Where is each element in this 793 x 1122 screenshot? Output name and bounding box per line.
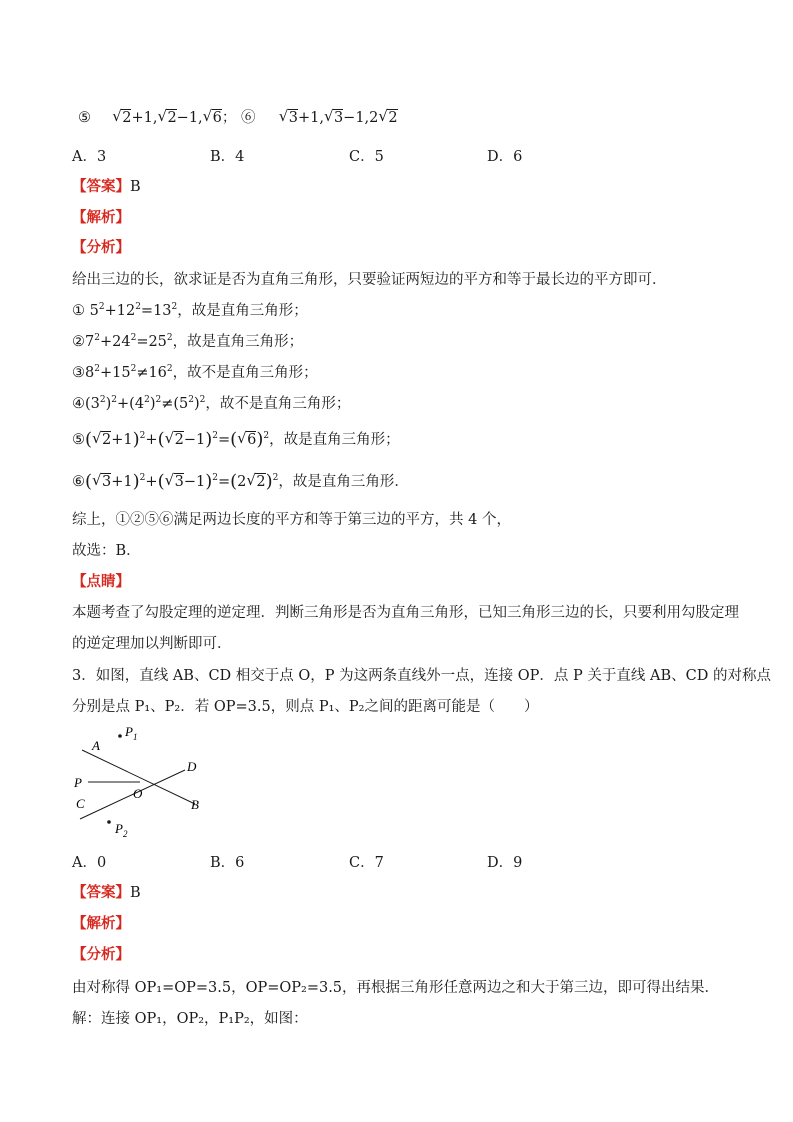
label-p1: $P_1$ xyxy=(125,724,138,742)
q2-line-3: $③8^2+15^2\ne 16^2$，故不是直角三角形； xyxy=(72,364,318,381)
expr-part: +1, xyxy=(131,110,158,126)
top-expression-line xyxy=(78,106,398,127)
label-o: O xyxy=(133,786,143,801)
expr-part: +1, xyxy=(297,110,324,126)
point-p2 xyxy=(107,820,111,824)
q2-option-d: D．6 xyxy=(487,149,523,165)
q2-option-b: B．4 xyxy=(210,149,245,165)
sqrt-2b: √ 2 xyxy=(158,110,176,126)
q3-reason: 由对称得 OP₁=OP=3.5，OP=OP₂=3.5，再根据三角形任意两边之和大于第三边，即可得出结果． xyxy=(72,980,720,996)
label-a: A xyxy=(92,738,100,753)
q3-option-a: A．0 xyxy=(72,855,107,871)
q3-geometry-figure xyxy=(70,720,220,845)
label-p2: $P_2$ xyxy=(115,821,128,839)
circle-five-marker: ⑤ xyxy=(78,110,91,126)
q3-answer xyxy=(72,881,141,902)
sqrt-2c: √ 2 xyxy=(379,110,397,126)
q2-answer xyxy=(72,175,141,196)
q3-solution: 解：连接 OP₁，OP₂，P₁P₂，如图： xyxy=(72,1011,308,1027)
sqrt-3b: √ 3 xyxy=(325,110,343,126)
q3-option-d: D．9 xyxy=(487,855,523,871)
sqrt-6: √ 6 xyxy=(204,110,222,126)
answer-value: B xyxy=(130,885,141,901)
q2-fenxi-tag: 【分析】 xyxy=(72,239,130,256)
sqrt-2: √ 2 xyxy=(113,110,131,126)
expr-part: −1,2 xyxy=(343,110,379,126)
label-b: B xyxy=(191,797,199,812)
sqrt-3: √ 3 xyxy=(280,110,298,126)
q3-fenxi-tag: 【分析】 xyxy=(72,946,130,963)
q2-note-1: 本题考查了勾股定理的逆定理．判断三角形是否为直角三角形，已知三角形三边的长，只要利用勾股定理 xyxy=(72,605,739,621)
q2-line-2: $②7^2+24^2=25^2$，故是直角三角形； xyxy=(72,333,304,350)
q2-line-6: ⑥(√ 3+1)$^2$+(√ 3−1)$^2$=(2√ 2)$^2$，故是直角三角形． xyxy=(72,470,409,491)
expr-part: −1, xyxy=(176,110,203,126)
q2-jiexi-tag: 【解析】 xyxy=(72,209,130,226)
label-c: C xyxy=(76,796,85,811)
q2-intro: 给出三边的长，欲求证是否为直角三角形，只要验证两短边的平方和等于最长边的平方即可． xyxy=(72,272,667,288)
q3-option-b: B．6 xyxy=(210,855,245,871)
separator: ； xyxy=(221,110,237,126)
q3-question-line-1: 3．如图，直线 AB、CD 相交于点 O，P 为这两条直线外一点，连接 OP．点 P 关于直线 AB、CD 的对称点 xyxy=(72,668,771,684)
q3-option-c: C．7 xyxy=(349,855,384,871)
q3-jiexi-tag: 【解析】 xyxy=(72,915,130,932)
circle-six-marker: ⑥ xyxy=(241,110,256,126)
q2-dianjing-tag: 【点睛】 xyxy=(72,573,130,590)
q2-option-a: A．3 xyxy=(72,149,107,165)
q3-question-line-2: 分别是点 P₁、P₂．若 OP=3.5，则点 P₁、P₂之间的距离可能是（ ） xyxy=(72,699,539,715)
point-p1 xyxy=(118,734,122,738)
q2-line-5: ⑤(√ 2+1)$^2$+(√ 2−1)$^2$=(√ 6)$^2$，故是直角三角形； xyxy=(72,428,400,449)
q2-line-4: $④(3^2)^2+(4^2)^2\ne(5^2)^2$，故不是直角三角形； xyxy=(72,395,351,412)
q2-option-c: C．5 xyxy=(349,149,384,165)
answer-value: B xyxy=(130,179,141,195)
q2-line-1: ① $5^2+12^2=13^2$，故是直角三角形； xyxy=(72,302,308,319)
q2-note-2: 的逆定理加以判断即可． xyxy=(72,636,232,652)
q2-summary: 综上，①②⑤⑥满足两边长度的平方和等于第三边的平方，共 4 个， xyxy=(72,512,511,528)
q2-choose: 故选：B． xyxy=(72,543,141,559)
label-d: D xyxy=(187,759,197,774)
answer-tag: 【答案】 xyxy=(72,178,130,195)
label-p: P xyxy=(74,775,82,790)
answer-tag: 【答案】 xyxy=(72,884,130,901)
